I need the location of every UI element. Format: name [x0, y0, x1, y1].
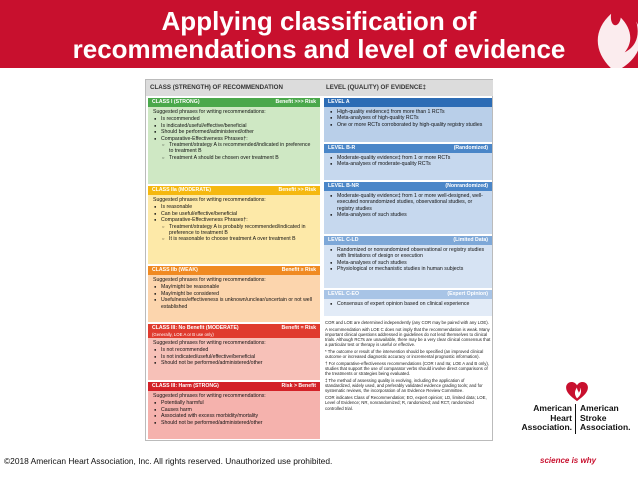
class-3-harm-title: CLASS III: Harm (STRONG)	[152, 383, 219, 389]
class-3-nobenefit-title: CLASS III: No Benefit (MODERATE)	[152, 325, 239, 331]
class-3-nobenefit-subtitle: (Generally, LOE A or B use only)	[152, 331, 214, 337]
cor-loe-table	[145, 79, 493, 441]
level-cld-title: LEVEL C-LD	[328, 237, 359, 243]
list-item: ● Is recommended	[153, 116, 315, 122]
footnote: COR indicates Class of Recommendation; EO, expert opinion; LD, limited data; LOE, Level of Evidence; NR, nonrandomized; R, randomized; and RCT, randomized controlled trial.	[325, 395, 487, 411]
list-item: ● Can be useful/effective/beneficial	[153, 211, 315, 217]
level-cld-tag: (Limited Data)	[453, 237, 488, 243]
level-br-header	[324, 144, 492, 153]
class-2a-header	[148, 186, 320, 195]
class-3-harm-box	[148, 382, 320, 439]
class-1-title: CLASS I (STRONG)	[152, 99, 200, 105]
class-3-harm-benefit: Risk > Benefit	[281, 383, 316, 389]
list-item: ● Meta-analyses of such studies	[329, 212, 487, 218]
class-column-header: CLASS (STRENGTH) OF RECOMMENDATION	[146, 80, 322, 96]
class-1-benefit: Benefit >>> Risk	[275, 99, 316, 105]
sub-item: ○ Treatment/strategy A is recommended/indicated in preference to treatment B	[153, 142, 315, 155]
class-3-nobenefit-benefit: Benefit = Risk	[281, 325, 316, 331]
list-item: ● Moderate-quality evidence‡ from 1 or more RCTs	[329, 155, 487, 161]
level-bnr-title: LEVEL B-NR	[328, 183, 360, 189]
level-ceo-header	[324, 290, 492, 299]
level-bnr-header	[324, 182, 492, 191]
list-item: ● Comparative-Effectiveness Phrases†:	[153, 217, 315, 223]
tagline: science is why	[540, 456, 597, 465]
level-ceo-box	[324, 290, 492, 316]
level-br-tag: (Randomized)	[453, 145, 488, 151]
list-item: ● One or more RCTs corroborated by high-quality registry studies	[329, 122, 487, 128]
torch-flame-icon	[586, 0, 638, 68]
list-item: ● Meta-analyses of high-quality RCTs	[329, 115, 487, 121]
asa-name: American Stroke Association.	[580, 403, 631, 432]
list-item: ● May/might be reasonable	[153, 284, 315, 290]
list-item: ● Is not recommended	[153, 347, 315, 353]
level-column-header: LEVEL (QUALITY) OF EVIDENCE‡	[322, 80, 493, 96]
class-2b-header	[148, 266, 320, 275]
level-a-box	[324, 98, 492, 142]
class-3-nobenefit-box	[148, 324, 320, 380]
title-banner	[0, 0, 638, 68]
class-1-box	[148, 98, 320, 184]
copyright-text: ©2018 American Heart Association, Inc. All rights reserved. Unauthorized use prohibited.	[4, 456, 333, 466]
class-2b-box	[148, 266, 320, 322]
level-bnr-box	[324, 182, 492, 234]
phrases-title: Suggested phrases for writing recommendations:	[153, 340, 266, 346]
list-item: ● Consensus of expert opinion based on clinical experience	[329, 301, 487, 307]
slide-title-line1: Applying classification of	[161, 6, 477, 36]
footnote: A recommendation with LOE C does not imply that the recommendation is weak. Many important clinical questions addressed in guidelines do not lend themselves to clinical trials. Although RCTs are unavailable, there may be a very clear clinical consensus that a particular test or therapy is useful or effective.	[325, 326, 491, 348]
sub-item: ○ Treatment/strategy A is probably recommended/indicated in preference to treatment B	[153, 224, 315, 237]
footnote: * The outcome or result of the intervention should be specified (an improved clinical outcome or increased diagnostic accuracy or incremental prognostic information).	[325, 349, 484, 360]
list-item: ● Moderate-quality evidence‡ from 1 or more well-designed, well-executed nonrandomized studies, observational studies, or registry studies	[329, 193, 487, 212]
list-item: ● Comparative-Effectiveness Phrases†:	[153, 136, 315, 142]
list-item: ● Physiological or mechanistic studies in human subjects	[329, 266, 487, 272]
level-cld-header	[324, 236, 492, 245]
list-item: ● Is not indicated/useful/effective/beneficial	[153, 354, 315, 360]
list-item: ● Randomized or nonrandomized observational or registry studies with limitations of design or execution	[329, 247, 487, 260]
phrases-title: Suggested phrases for writing recommendations:	[153, 109, 266, 115]
level-a-title: LEVEL A	[328, 99, 350, 105]
list-item: ● Should be performed/administered/other	[153, 129, 315, 135]
level-br-box	[324, 144, 492, 180]
list-item: ● Usefulness/effectiveness is unknown/unclear/uncertain or not well established	[153, 297, 315, 310]
list-item: ● Should not be performed/administered/other	[153, 360, 315, 366]
slide-title-line2: recommendations and level of evidence	[72, 34, 566, 64]
level-ceo-tag: (Expert Opinion)	[447, 291, 488, 297]
class-3-nobenefit-header	[148, 324, 320, 338]
footnotes	[325, 320, 491, 412]
heart-torch-icon	[566, 382, 588, 402]
list-item: ● Causes harm	[153, 407, 315, 413]
class-2b-title: CLASS IIb (WEAK)	[152, 267, 198, 273]
aha-asa-logo	[520, 382, 636, 472]
list-item: ● Should not be performed/administered/other	[153, 420, 315, 426]
class-2a-box	[148, 186, 320, 264]
list-item: ● May/might be considered	[153, 291, 315, 297]
aha-name: American Heart Association.	[521, 403, 572, 432]
level-cld-box	[324, 236, 492, 288]
phrases-title: Suggested phrases for writing recommendations:	[153, 277, 266, 283]
logo-divider	[575, 404, 576, 434]
phrases-title: Suggested phrases for writing recommendations:	[153, 393, 266, 399]
class-1-header	[148, 98, 320, 107]
level-br-title: LEVEL B-R	[328, 145, 356, 151]
list-item: ● Potentially harmful	[153, 400, 315, 406]
class-2b-benefit: Benefit ≥ Risk	[281, 267, 316, 273]
class-3-harm-header	[148, 382, 320, 391]
list-item: ● Is indicated/useful/effective/beneficial	[153, 123, 315, 129]
list-item: ● Is reasonable	[153, 204, 315, 210]
list-item: ● Associated with excess morbidity/mortality	[153, 413, 315, 419]
level-bnr-tag: (Nonrandomized)	[445, 183, 488, 189]
list-item: ● Meta-analyses of moderate-quality RCTs	[329, 161, 487, 167]
footnote: ‡ The method of assessing quality is evolving, including the application of standardized, widely used, and preferably validated evidence grading tools; and for systematic reviews, the incorporation of an Evidence Review Committee.	[325, 378, 483, 394]
class-2a-title: CLASS IIa (MODERATE)	[152, 187, 211, 193]
class-2a-benefit: Benefit >> Risk	[278, 187, 316, 193]
level-a-header	[324, 98, 492, 107]
level-ceo-title: LEVEL C-EO	[328, 291, 360, 297]
sub-item: ○ It is reasonable to choose treatment A over treatment B	[153, 236, 315, 242]
sub-item: ○ Treatment A should be chosen over treatment B	[153, 155, 315, 161]
list-item: ● High-quality evidence‡ from more than 1 RCTs	[329, 109, 487, 115]
footnote: COR and LOE are determined independently (any COR may be paired with any LOE).	[325, 320, 489, 325]
footnote: † For comparative-effectiveness recommendations (COR I and IIa; LOE A and B only), studies that support the use of comparator verbs should involve direct comparisons of the treatments or strategies being evaluated.	[325, 360, 489, 377]
phrases-title: Suggested phrases for writing recommendations:	[153, 197, 266, 203]
list-item: ● Meta-analyses of such studies	[329, 260, 487, 266]
